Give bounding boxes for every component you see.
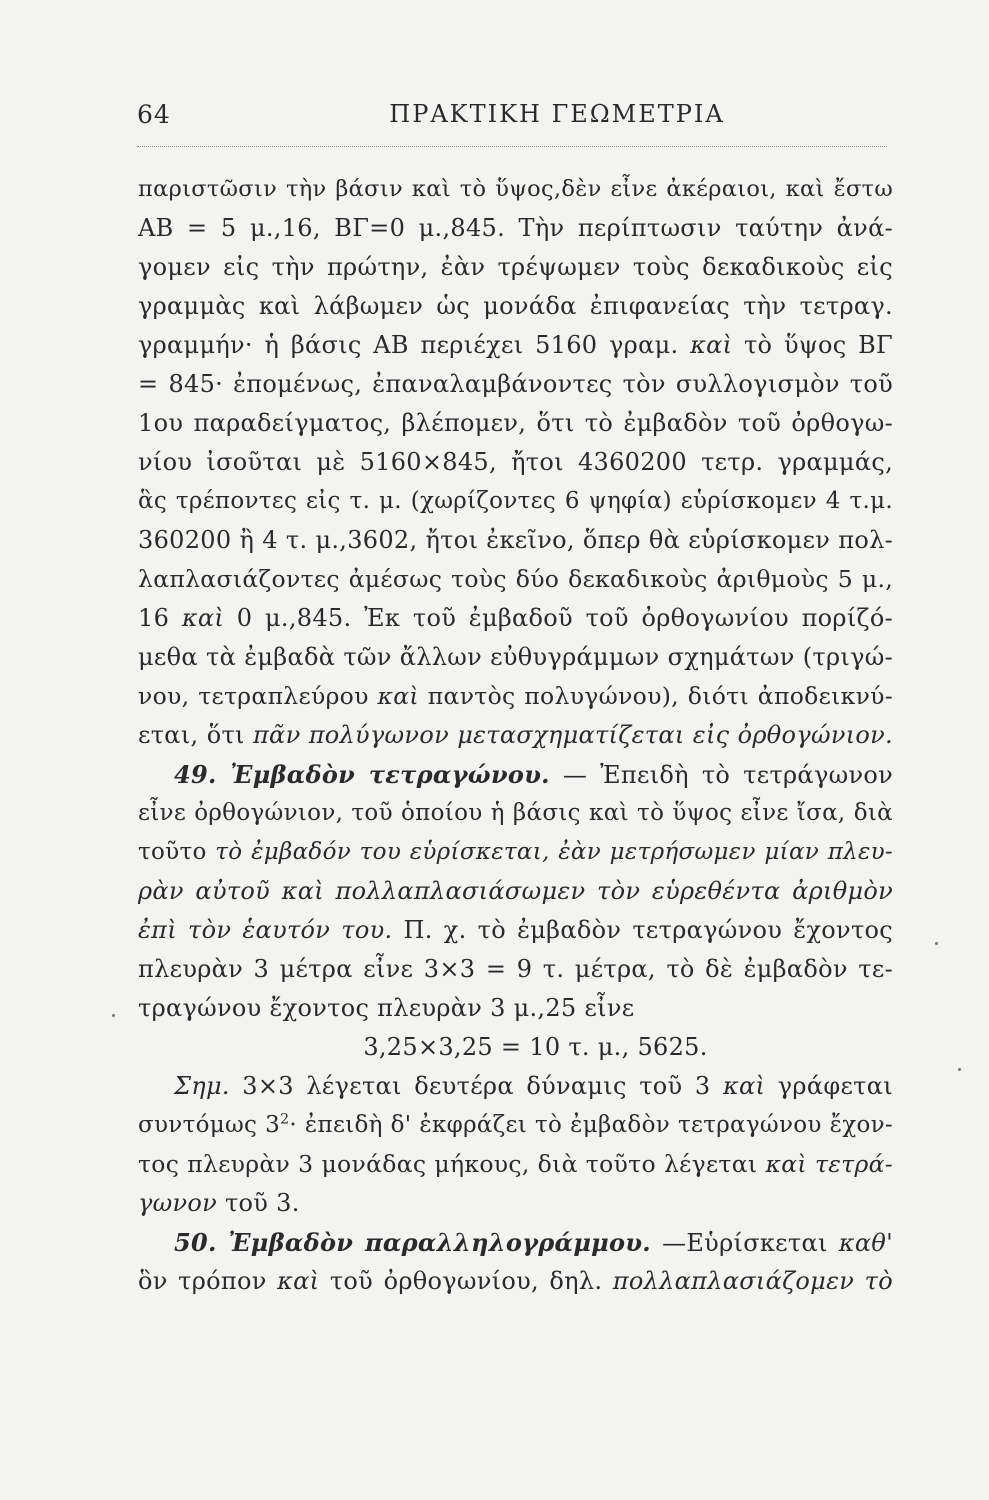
text-span: τὸ ὕψος ΒΓ — [743, 331, 893, 359]
note-line — [138, 1067, 893, 1106]
text-span: Π. χ. τὸ ἐμβαδὸν τετραγώνου ἔχοντος — [403, 916, 894, 944]
italic-span: γωνον — [138, 1189, 218, 1217]
page-header — [137, 100, 877, 140]
text-line: = 845· ἐπομένως, ἐπαναλαμβάνοντες τὸν συλλογισμὸν τοῦ — [138, 370, 893, 398]
note-label: Σημ. — [174, 1072, 230, 1100]
print-speck — [935, 942, 938, 945]
body-text — [138, 170, 893, 1301]
italic-span: καὶ — [277, 1267, 320, 1295]
text-span: πλευρὰν 3 μέτρα εἶνε 3×3 = 9 τ. μέτρα, τὸ δὲ ἐμβαδὸν — [138, 955, 848, 983]
text-line: 1ου παραδείγματος, βλέπομεν, ὅτι τὸ ἐμβαδὸν τοῦ ὀρθογω- — [138, 409, 893, 437]
text-line: παριστῶσιν τὴν βάσιν καὶ τὸ ὕψος,δὲν εἶνε ἀκέραιοι, καὶ ἔστω — [138, 176, 893, 202]
text-line: μεθα τὰ ἐμβαδὰ τῶν ἄλλων εὐθυγράμμων σχημάτων (τριγώ- — [138, 643, 893, 671]
text-span: νου, τετραπλεύρου — [138, 682, 369, 710]
text-span: εται, ὅτι — [138, 721, 245, 749]
text-line: νίου ἰσοῦται μὲ 5160×845, ἤτοι 4360200 τετρ. γραμμάς, — [138, 448, 893, 476]
italic-span: πολλαπλασιάζομεν τὸ — [612, 1267, 893, 1295]
text-span: συντόμως 3 — [138, 1112, 281, 1138]
text-line — [138, 833, 893, 872]
superscript: 2 — [280, 1111, 290, 1128]
italic-span: πᾶν πολύγωνον μετασχηματίζεται εἰς ὀρθογώνιον. — [252, 721, 893, 749]
text-span: τοῦτο — [138, 839, 207, 865]
text-line: λαπλασιάζοντες ἀμέσως τοὺς δύο δεκαδικοὺς ἀριθμοὺς 5 μ., — [138, 565, 893, 593]
text-span: τος πλευρὰν 3 μονάδας μήκους, διὰ τοῦτο λέγεται — [138, 1150, 758, 1178]
text-line — [138, 677, 893, 716]
text-line — [138, 911, 893, 950]
italic-span: ἐπὶ τὸν ἑαυτόν του. — [138, 916, 393, 944]
text-span: γραμμήν· ἡ βάσις ΑΒ περιέχει 5160 γραμ. — [138, 331, 679, 359]
section-heading-50 — [138, 1223, 893, 1262]
text-line — [138, 950, 893, 989]
section-title: 50. Ἐμβαδὸν παραλληλογράμμου. — [174, 1228, 651, 1257]
text-line — [138, 326, 893, 365]
text-line — [138, 716, 893, 755]
text-line: γραμμὰς καὶ λάβωμεν ὡς μονάδα ἐπιφανείας τὴν τετραγ. — [138, 292, 893, 320]
italic-span: καὶ — [765, 1150, 807, 1178]
section-heading-49 — [138, 755, 893, 794]
section-title: 49. Ἐμβαδὸν τετραγώνου. — [174, 760, 550, 789]
text-line — [138, 599, 893, 638]
text-span: 3×3 λέγεται δευτέρα δύναμις τοῦ 3 — [242, 1072, 711, 1100]
text-span: τοῦ 3. — [224, 1189, 300, 1217]
italic-span: καὶ — [377, 682, 419, 710]
text-span: —Εὑρίσκεται — [662, 1229, 828, 1257]
text-line: ρὰν αὐτοῦ καὶ πολλαπλασιάσωμεν τὸν εὑρεθέντα ἀριθμὸν — [138, 877, 893, 905]
text-span: γράφεται — [777, 1072, 893, 1100]
print-speck — [958, 1068, 961, 1071]
print-speck — [112, 1014, 115, 1017]
italic-span: τὸ ἐμβαδόν του εὑρίσκεται, ἐὰν μετρήσωμεν μίαν πλευ- — [215, 839, 893, 865]
text-line: εἶνε ὀρθογώνιον, τοῦ ὁποίου ἡ βάσις καὶ τὸ ὕψος εἶνε ἴσα, διὰ — [138, 800, 893, 826]
text-line: ΑΒ = 5 μ.,16, ΒΓ=0 μ.,845. Τὴν περίπτωσιν ταύτην ἀνά- — [138, 214, 893, 242]
text-span: · ἐπειδὴ δ' ἐκφράζει τὸ ἐμβαδὸν τετραγώνου ἔχον- — [289, 1112, 894, 1138]
text-span: 0 μ.,845. Ἐκ τοῦ ἐμβαδοῦ τοῦ ὀρθογωνίου πορίζό- — [236, 604, 893, 632]
text-line: ἃς τρέποντες εἰς τ. μ. (χωρίζοντες 6 ψηφία) εὑρίσκομεν 4 τ.μ. — [138, 488, 893, 514]
text-span: τε- — [858, 955, 893, 983]
italic-span: καθ' — [838, 1229, 893, 1257]
text-line — [138, 1184, 893, 1223]
text-line: τραγώνου ἔχοντος πλευρὰν 3 μ.,25 εἶνε — [138, 994, 635, 1022]
text-span: παντὸς πολυγώνου), διότι ἀποδεικνύ- — [427, 682, 893, 710]
equation-line: 3,25×3,25 = 10 τ. μ., 5625. — [363, 1033, 708, 1061]
italic-span: καὶ — [181, 604, 225, 632]
text-line — [138, 1145, 893, 1184]
text-line: 360200 ἢ 4 τ. μ.,3602, ἤτοι ἐκεῖνο, ὅπερ θὰ εὑρίσκομεν πολ- — [138, 526, 893, 554]
header-divider — [137, 146, 887, 147]
italic-span: τετρά- — [814, 1150, 893, 1178]
italic-span: καὶ — [690, 331, 733, 359]
text-span: τοῦ ὀρθογωνίου, δηλ. — [329, 1267, 603, 1295]
page-number: 64 — [137, 100, 171, 129]
text-span: — Ἐπειδὴ τὸ τετράγωνον — [562, 761, 893, 789]
text-line: γομεν εἰς τὴν πρώτην, ἐὰν τρέψωμεν τοὺς δεκαδικοὺς εἰς — [138, 253, 893, 281]
running-title: ΠΡΑΚΤΙΚΗ ΓΕΩΜΕΤΡΙΑ — [389, 100, 725, 128]
text-line — [138, 1262, 893, 1301]
text-span: 16 — [138, 604, 170, 632]
text-span: ὃν τρόπον — [138, 1267, 267, 1295]
italic-span: καὶ — [723, 1072, 766, 1100]
text-line — [138, 1106, 893, 1145]
